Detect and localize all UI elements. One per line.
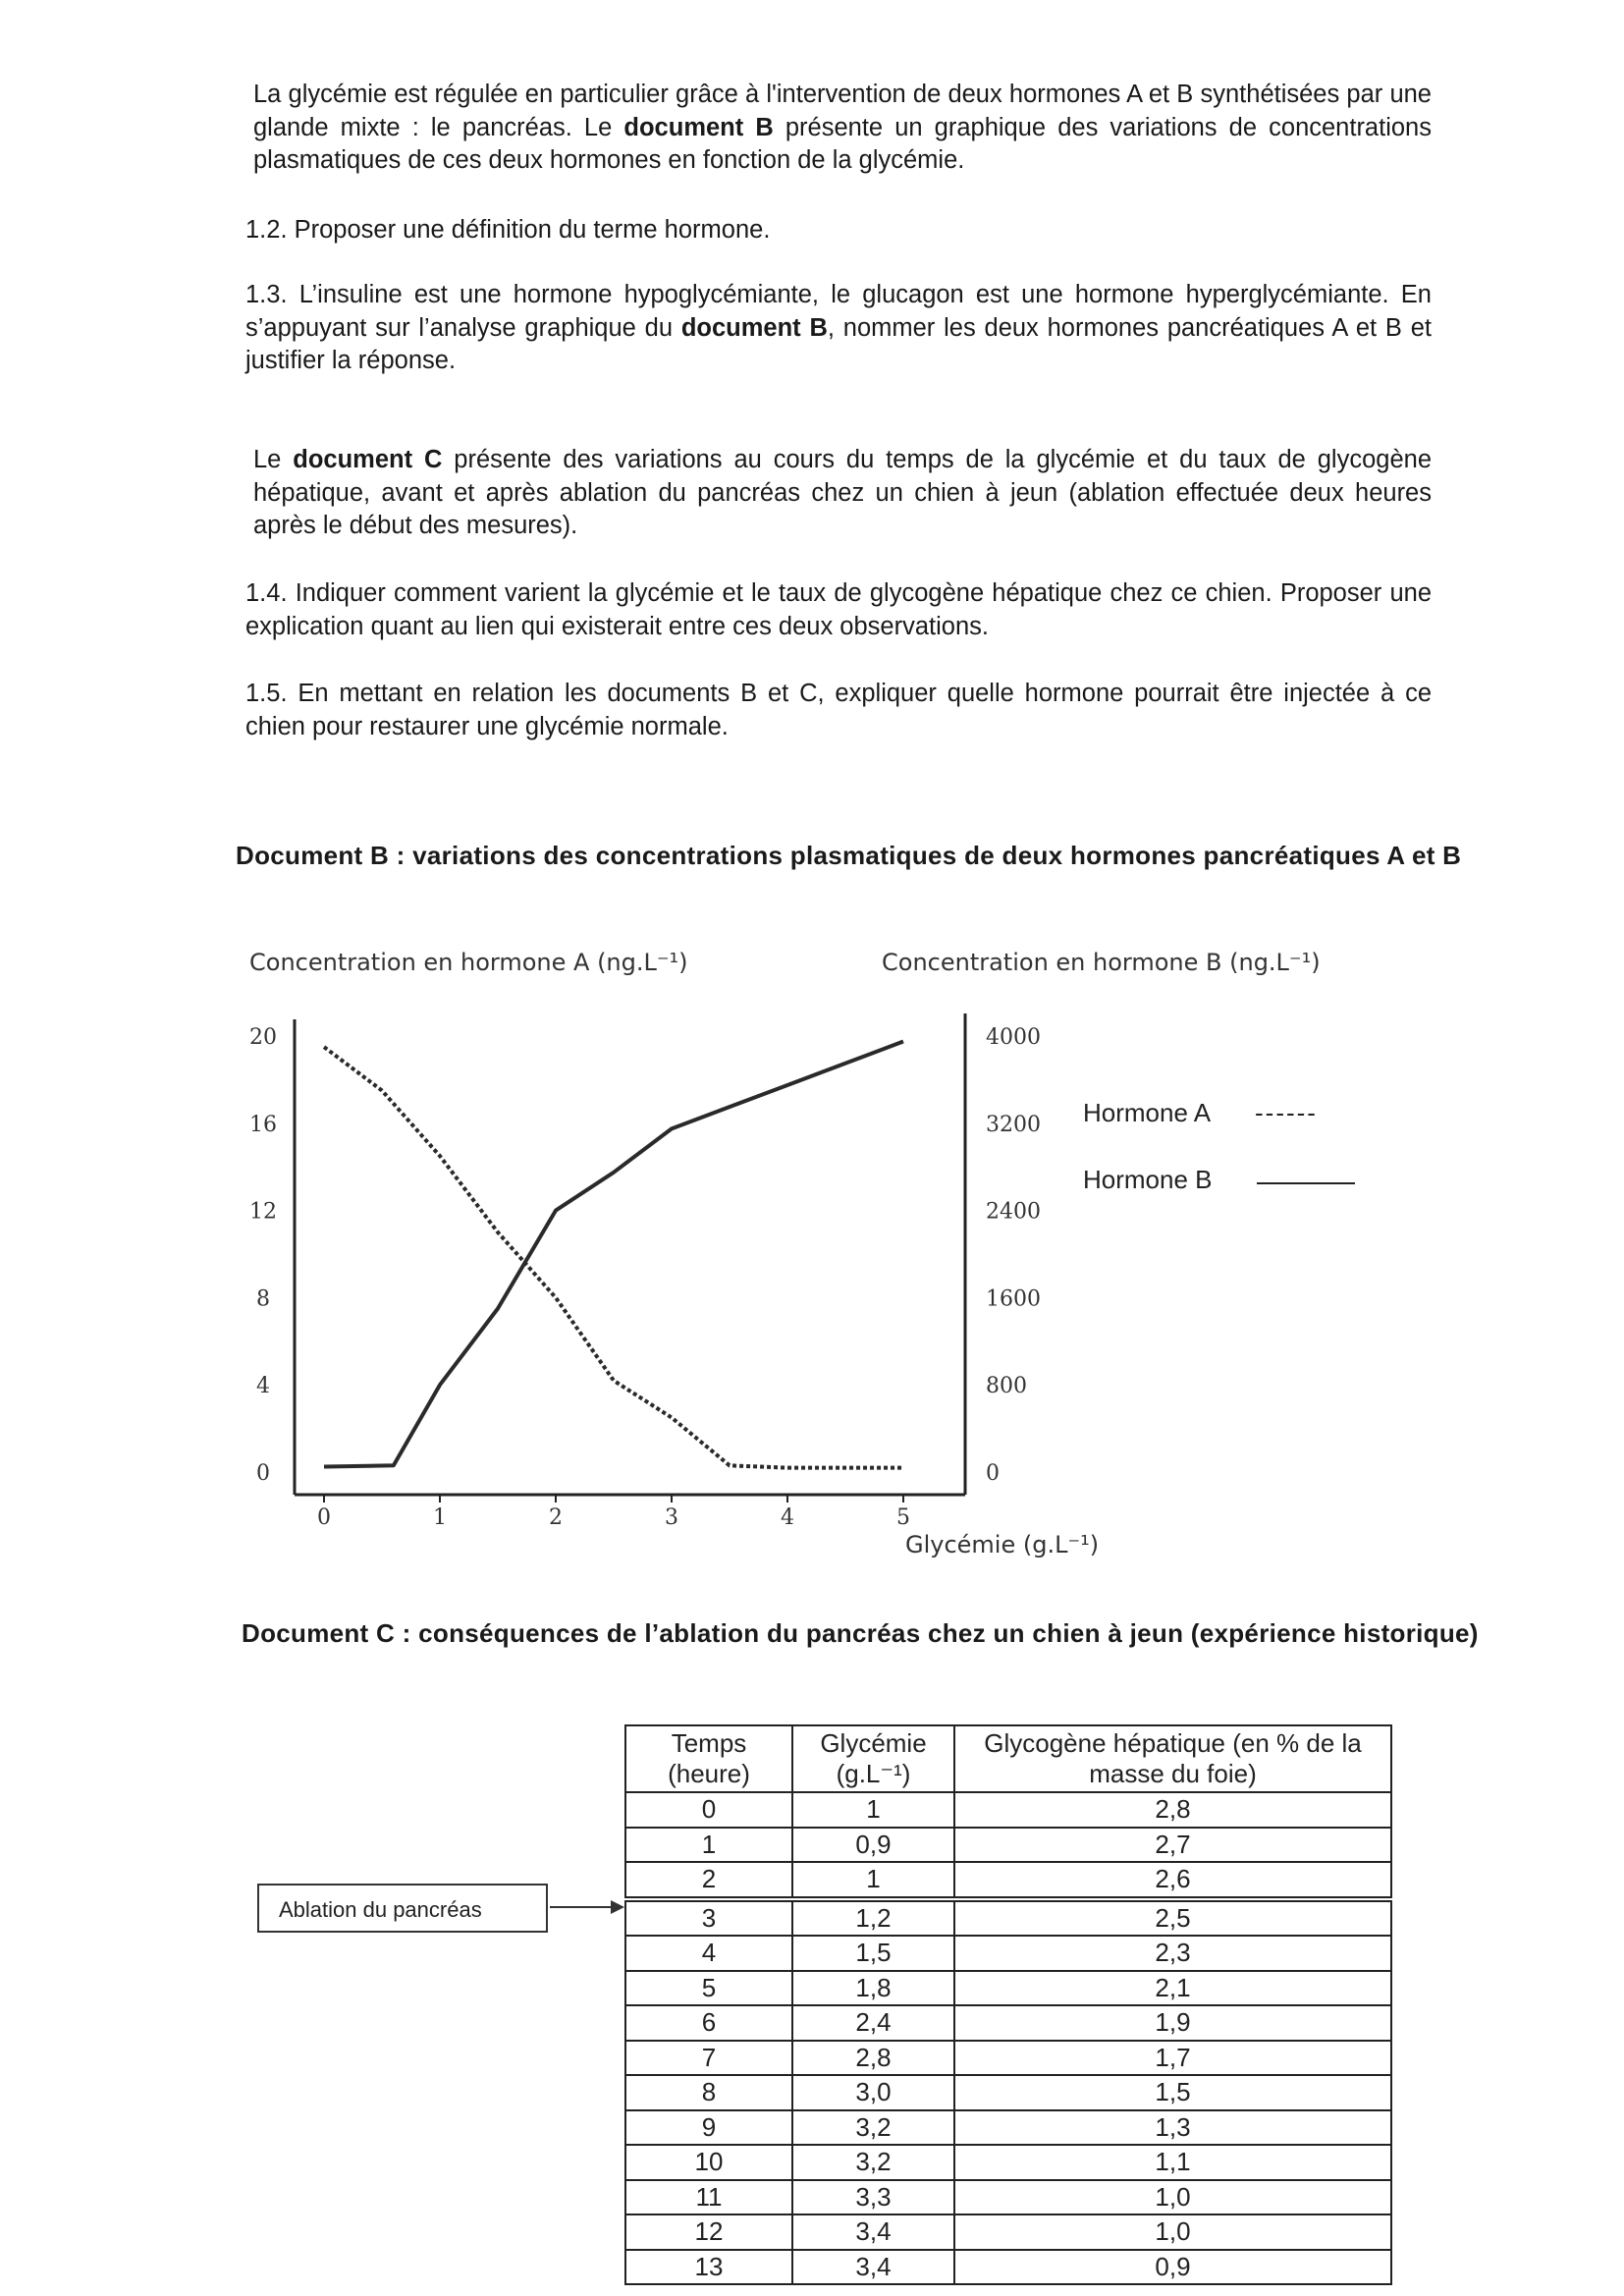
table-header-row: [625, 1725, 1391, 1792]
cell-glycemie: 1,8: [792, 1971, 954, 2006]
cell-glycemie: 1,5: [792, 1936, 954, 1971]
y-right-tick-label: 0: [986, 1461, 1000, 1486]
q13-text-1: 1.3. L’insuline est une hormone hypoglycémiante, le glucagon est une hormone hyperglycémiante. En s’appuyant sur l’analyse graphique du: [245, 281, 1432, 342]
data-table: [624, 1724, 1392, 2285]
intro-text-2: présente un graphique des variations de concentrations plasmatiques de ces deux hormones en fonction de la glycémie.: [253, 113, 1432, 174]
intro-bold: document B: [623, 113, 774, 141]
cell-glycogene: 1,9: [954, 2005, 1391, 2041]
y-right-tick-label: 3200: [986, 1112, 1041, 1137]
cell-glycogene: 2,1: [954, 1971, 1391, 2006]
header-glycemie: Glycémie (g.L⁻¹): [792, 1725, 954, 1792]
ablation-arrow-icon: [550, 1895, 628, 1919]
y-left-tick-label: 8: [256, 1286, 270, 1312]
cell-glycemie: 1: [792, 1862, 954, 1899]
document-c-title: Document C : conséquences de l’ablation du pancréas chez un chien à jeun (expérience historique): [242, 1618, 1479, 1648]
table-row: [625, 2005, 1391, 2041]
cell-glycemie: 3,0: [792, 2075, 954, 2110]
cell-temps: 10: [625, 2145, 792, 2180]
cell-glycemie: 2,8: [792, 2041, 954, 2076]
doc-c-intro-paragraph: [253, 444, 1432, 543]
docc-intro-text-2: présente des variations au cours du temps de la glycémie et du taux de glycogène hépatique, avant et après ablation du pancréas chez un chien à jeun (ablation effectuée deux heures après le début des mesures).: [253, 446, 1432, 539]
header-temps: Temps (heure): [625, 1725, 792, 1792]
question-1-4: 1.4. Indiquer comment varient la glycémie et le taux de glycogène hépatique chez ce chien. Proposer une explication quant au lien qui existerait entre ces deux observations.: [245, 579, 1432, 640]
cell-temps: 2: [625, 1862, 792, 1899]
cell-glycemie: 0,9: [792, 1828, 954, 1863]
cell-temps: 6: [625, 2005, 792, 2041]
x-tick-label: 2: [549, 1505, 563, 1530]
question-1-3: [245, 279, 1432, 378]
legend-label-a: Hormone A: [1083, 1098, 1212, 1127]
docc-intro-text-1: Le: [253, 446, 294, 473]
x-tick-label: 4: [781, 1505, 794, 1530]
cell-temps: 13: [625, 2250, 792, 2285]
ablation-label-box: Ablation du pancréas: [257, 1884, 548, 1933]
cell-temps: 5: [625, 1971, 792, 2006]
y-left-tick-label: 4: [256, 1374, 270, 1399]
legend-symbol-a: ------: [1255, 1098, 1318, 1127]
y-left-tick-label: 12: [249, 1199, 277, 1225]
table-row: [625, 1899, 1391, 1937]
y-right-tick-label: 1600: [986, 1286, 1041, 1312]
table-row: [625, 2180, 1391, 2215]
cell-glycogene: 2,6: [954, 1862, 1391, 1899]
table-row: [625, 2250, 1391, 2285]
cell-glycemie: 2,4: [792, 2005, 954, 2041]
y-left-axis-title: Concentration en hormone A (ng.L⁻¹): [249, 949, 688, 976]
table-row: [625, 1936, 1391, 1971]
x-tick-label: 5: [896, 1505, 910, 1530]
cell-glycemie: 3,2: [792, 2145, 954, 2180]
cell-temps: 11: [625, 2180, 792, 2215]
cell-temps: 9: [625, 2110, 792, 2146]
cell-glycemie: 3,4: [792, 2214, 954, 2250]
cell-temps: 4: [625, 1936, 792, 1971]
cell-glycogene: 2,8: [954, 1792, 1391, 1828]
cell-glycogene: 1,1: [954, 2145, 1391, 2180]
table-row: [625, 1971, 1391, 2006]
x-tick-label: 1: [433, 1505, 447, 1530]
intro-paragraph: [253, 79, 1432, 178]
chart-legend: [1083, 1098, 1355, 1194]
y-right-axis-title: Concentration en hormone B (ng.L⁻¹): [882, 949, 1321, 976]
x-tick-label: 3: [665, 1505, 678, 1530]
chart-lines: [324, 1042, 903, 1468]
cell-glycogene: 1,3: [954, 2110, 1391, 2146]
y-left-tick-label: 20: [249, 1025, 277, 1050]
cell-glycogene: 1,5: [954, 2075, 1391, 2110]
x-axis-title: Glycémie (g.L⁻¹): [905, 1531, 1100, 1558]
chart-ticks: [249, 1025, 1041, 1530]
x-tick-label: 0: [317, 1505, 331, 1530]
cell-glycogene: 0,9: [954, 2250, 1391, 2285]
hormone-chart: [226, 943, 1404, 1571]
cell-glycemie: 1: [792, 1792, 954, 1828]
cell-temps: 12: [625, 2214, 792, 2250]
cell-glycogene: 1,0: [954, 2180, 1391, 2215]
cell-glycemie: 1,2: [792, 1899, 954, 1937]
cell-glycogene: 1,0: [954, 2214, 1391, 2250]
cell-temps: 3: [625, 1899, 792, 1937]
header-glycogene: Glycogène hépatique (en % de la masse du foie): [954, 1725, 1391, 1792]
cell-glycogene: 1,7: [954, 2041, 1391, 2076]
table-row: [625, 1792, 1391, 1828]
cell-glycogene: 2,5: [954, 1899, 1391, 1937]
question-1-2: 1.2. Proposer une définition du terme hormone.: [245, 216, 771, 244]
table-row: [625, 2145, 1391, 2180]
table-row: [625, 1828, 1391, 1863]
cell-glycemie: 3,3: [792, 2180, 954, 2215]
q13-bold: document B: [680, 313, 828, 342]
document-b-title: Document B : variations des concentrations plasmatiques de deux hormones pancréatiques A et B: [236, 841, 1462, 870]
cell-glycogene: 2,7: [954, 1828, 1391, 1863]
table-row: [625, 1862, 1391, 1899]
chart-axes: [295, 1013, 965, 1495]
hormone-a-line: [324, 1047, 903, 1468]
intro-text-1: La glycémie est régulée en particulier grâce à l'intervention de deux hormones A et B synthétisées par une glande mixte : le pancréas. Le: [253, 81, 1432, 141]
cell-temps: 0: [625, 1792, 792, 1828]
y-right-tick-label: 4000: [986, 1025, 1041, 1050]
cell-glycogene: 2,3: [954, 1936, 1391, 1971]
cell-glycemie: 3,2: [792, 2110, 954, 2146]
cell-glycemie: 3,4: [792, 2250, 954, 2285]
cell-temps: 8: [625, 2075, 792, 2110]
legend-label-b: Hormone B: [1083, 1165, 1213, 1194]
docc-intro-bold: document C: [293, 446, 443, 473]
table-row: [625, 2075, 1391, 2110]
q13-text-2: , nommer les deux hormones pancréatiques A et B et justifier la réponse.: [245, 313, 1432, 374]
table-row: [625, 2110, 1391, 2146]
hormone-b-line: [324, 1042, 903, 1467]
table-row: [625, 2214, 1391, 2250]
table-row: [625, 2041, 1391, 2076]
y-right-tick-label: 800: [986, 1374, 1027, 1399]
y-left-tick-label: 0: [256, 1461, 270, 1486]
question-1-5: 1.5. En mettant en relation les documents B et C, expliquer quelle hormone pourrait être injectée à ce chien pour restaurer une glycémie normale.: [245, 680, 1432, 740]
y-left-tick-label: 16: [249, 1112, 277, 1137]
y-right-tick-label: 2400: [986, 1199, 1041, 1225]
cell-temps: 7: [625, 2041, 792, 2076]
cell-temps: 1: [625, 1828, 792, 1863]
